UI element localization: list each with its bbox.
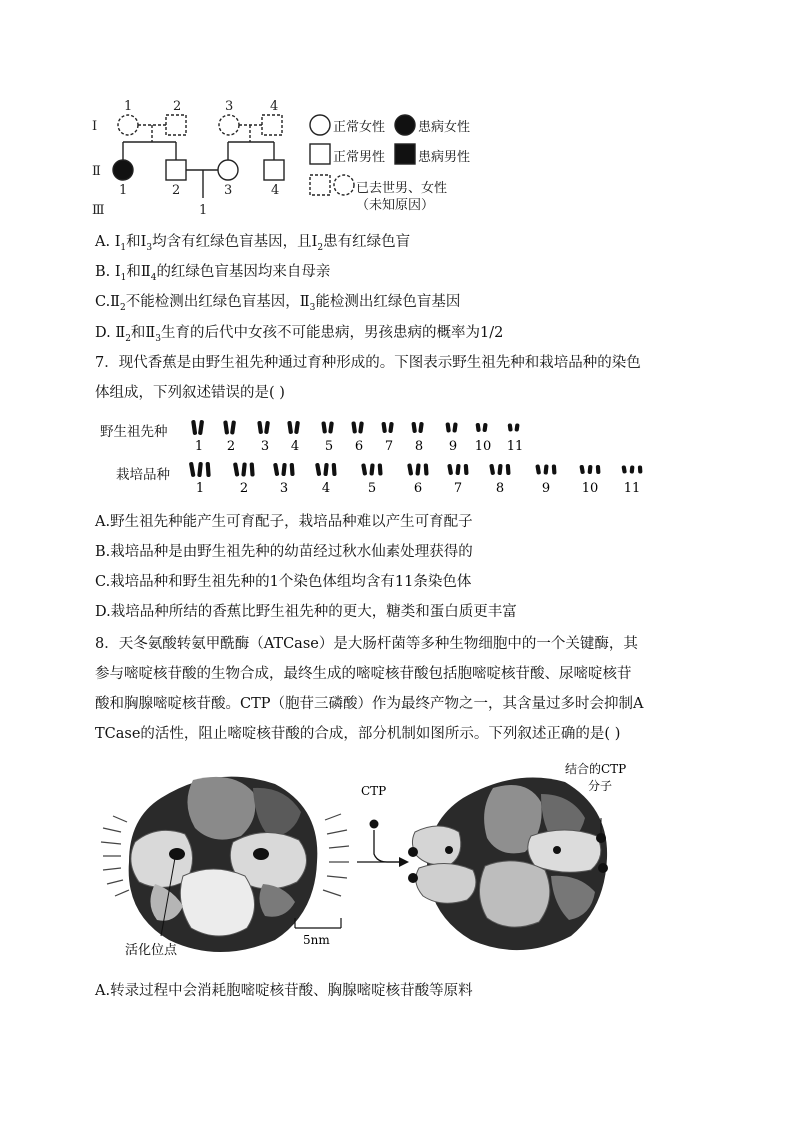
cult-chromosome-9c: [552, 464, 557, 474]
q7-option-b: B.栽培品种是由野生祖先种的幼苗经过秋水仙素处理获得的: [95, 544, 473, 560]
wild-chromosome-9a: [445, 422, 451, 432]
cult-chromosome-4b: [323, 463, 329, 476]
wild-chromosome-8a: [411, 422, 417, 433]
wild-chromosome-3b: [264, 421, 270, 434]
cult-chromosome-10b: [587, 465, 592, 474]
cult-number-8: 8: [495, 481, 505, 496]
cult-chromosome-5b: [369, 463, 374, 475]
cult-chromosome-9b: [543, 464, 548, 474]
legend-normal-male-icon: [310, 144, 330, 164]
bound-ctp-icon-5: [445, 846, 453, 854]
pedigree-I1-deceased-female: [118, 115, 138, 135]
karyotype-figure: [180, 414, 660, 498]
wild-chromosome-6a: [351, 421, 357, 433]
cult-number-4: 4: [321, 481, 331, 496]
wild-number-6: 6: [354, 439, 364, 454]
wild-number-2: 2: [226, 439, 236, 454]
atcase-active-form: [101, 777, 349, 952]
pedigree-I2-deceased-male: [166, 115, 186, 135]
cult-chromosome-7a: [447, 464, 453, 476]
legend-deceased-male-icon: [310, 175, 330, 195]
wild-number-8: 8: [414, 439, 424, 454]
cult-chromosome-10a: [579, 465, 585, 475]
pedigree-II4-normal-male: [264, 160, 284, 180]
legend-deceased-note: （未知原因）: [356, 198, 435, 213]
num-I1: 1: [124, 99, 133, 114]
pedigree-II1-affected-female: [113, 160, 133, 180]
cult-chromosome-2b: [241, 462, 247, 476]
legend-affected-male: 患病男性: [418, 150, 471, 165]
cult-chromosome-7b: [455, 464, 460, 475]
cult-chromosome-11a: [621, 465, 627, 474]
cult-chromosome-3c: [290, 463, 295, 476]
q6-option-d: D. $Ⅱ_2$和$Ⅱ_3$生育的后代中女孩不可能患病，男孩患病的概率为1/2: [95, 325, 504, 344]
legend-affected-female: 患病女性: [418, 120, 471, 135]
wild-number-9: 9: [448, 439, 458, 454]
wild-chromosome-8b: [418, 422, 424, 433]
wild-chromosome-10a: [475, 423, 480, 432]
cult-number-1: 1: [195, 481, 205, 496]
wild-chromosome-9b: [452, 422, 458, 432]
wild-number-1: 1: [194, 439, 204, 454]
num-I3: 3: [225, 99, 234, 114]
bound-ctp-icon-2: [408, 873, 418, 883]
bound-ctp-icon-4: [598, 863, 608, 873]
q7-option-a: A.野生祖先种能产生可育配子，栽培品种难以产生可育配子: [95, 514, 473, 530]
wild-chromosome-5b: [328, 421, 334, 433]
cult-number-10: 10: [581, 481, 599, 496]
cult-number-2: 2: [239, 481, 249, 496]
q8-stem-line2: 参与嘧啶核苷酸的生物合成，最终生成的嘧啶核苷酸包括胞嘧啶核苷酸、尿嘧啶核苷: [95, 666, 632, 682]
legend-normal-male: 正常男性: [333, 150, 386, 165]
wild-chromosome-6b: [358, 421, 364, 433]
wild-number-11: 11: [506, 439, 524, 454]
cult-chromosome-1b: [197, 462, 203, 477]
wild-chromosome-11a: [508, 423, 513, 432]
legend-deceased-female-icon: [334, 175, 354, 195]
wild-chromosome-4a: [287, 421, 293, 434]
wild-chromosome-7a: [381, 422, 387, 433]
legend-normal-female-icon: [310, 115, 330, 135]
pedigree-II2-normal-male: [166, 160, 186, 180]
pedigree-chart: [88, 94, 300, 220]
cult-chromosome-9a: [535, 464, 541, 475]
q7-option-d: D.栽培品种所结的香蕉比野生祖先种的更大，糖类和蛋白质更丰富: [95, 604, 517, 620]
atcase-figure: [95, 758, 695, 968]
q6-option-c: $C.Ⅱ_2$不能检测出红绿色盲基因，$Ⅱ_3$能检测出红绿色盲基因: [95, 294, 461, 313]
wild-number-10: 10: [474, 439, 492, 454]
cult-chromosome-2a: [233, 462, 240, 477]
pedigree-II3-normal-female: [218, 160, 238, 180]
active-site-left-icon: [169, 848, 185, 860]
wild-chromosome-1a: [191, 420, 197, 435]
cult-number-7: 7: [453, 481, 463, 496]
karyotype-cultivated-label: 栽培品种: [116, 467, 170, 483]
cult-chromosome-5a: [361, 463, 367, 476]
ctp-molecule-icon: [370, 820, 379, 829]
bound-ctp-label-1: 结合的CTP: [565, 762, 627, 776]
bound-ctp-label-2: 分子: [588, 779, 613, 793]
wild-chromosome-7b: [388, 422, 394, 433]
num-II4: 4: [271, 183, 280, 198]
cult-chromosome-8b: [497, 464, 502, 475]
q7-stem-line2: 体组成，下列叙述错误的是( ): [95, 385, 285, 401]
q6-option-b: B. $Ⅰ_1$和$Ⅱ_4$的红绿色盲基因均来自母亲: [95, 264, 331, 283]
scale-label: 5nm: [303, 933, 330, 947]
ctp-arrow-icon: [374, 830, 405, 862]
atcase-inhibited-form: [408, 778, 608, 951]
cult-chromosome-5c: [378, 463, 383, 475]
wild-number-7: 7: [384, 439, 394, 454]
cult-chromosome-3a: [273, 463, 279, 477]
wild-chromosome-4b: [294, 421, 300, 434]
karyotype-wild-label: 野生祖先种: [100, 424, 168, 440]
active-site-label: 活化位点: [125, 943, 178, 958]
num-II2: 2: [172, 183, 181, 198]
num-I4: 4: [270, 99, 279, 114]
wild-chromosome-2b: [230, 420, 236, 434]
wild-chromosome-11b: [514, 423, 519, 432]
cult-chromosome-1c: [206, 462, 211, 477]
pedigree-I4-deceased-male: [262, 115, 282, 135]
cult-chromosome-2c: [250, 462, 255, 476]
cult-chromosome-4a: [315, 463, 321, 477]
cult-chromosome-3b: [281, 463, 287, 476]
cult-chromosome-7c: [464, 464, 469, 475]
wild-chromosome-2a: [223, 420, 229, 434]
q7-option-c: C.栽培品种和野生祖先种的1个染色体组均含有11条染色体: [95, 574, 472, 590]
num-II3: 3: [224, 183, 233, 198]
num-I2: 2: [173, 99, 182, 114]
pedigree-I3-deceased-female: [219, 115, 239, 135]
q8-stem-line3: 酸和胸腺嘧啶核苷酸。CTP（胞苷三磷酸）作为最终产物之一，其含量过多时会抑制A: [95, 696, 644, 712]
cult-chromosome-1a: [189, 462, 196, 478]
bound-ctp-icon-1: [408, 847, 418, 857]
bound-ctp-icon-3: [596, 833, 606, 843]
cult-chromosome-10c: [596, 465, 601, 474]
num-III1: 1: [199, 203, 208, 218]
wild-chromosome-1b: [198, 420, 204, 435]
cult-chromosome-8c: [506, 464, 511, 475]
q8-stem-line4: TCase的活性，阻止嘧啶核苷酸的合成，部分机制如图所示。下列叙述正确的是( ): [95, 726, 621, 742]
cult-chromosome-11c: [638, 465, 643, 473]
q8-option-a: A.转录过程中会消耗胞嘧啶核苷酸、胸腺嘧啶核苷酸等原料: [95, 983, 473, 999]
cult-number-6: 6: [413, 481, 423, 496]
legend-deceased: 已去世男、女性: [356, 181, 448, 196]
q8-stem-line1: 8．天冬氨酸转氨甲酰酶（ATCase）是大肠杆菌等多种生物细胞中的一个关键酶，其: [95, 636, 638, 652]
wild-chromosome-3a: [257, 421, 263, 434]
cult-chromosome-6a: [407, 463, 413, 476]
num-II1: 1: [119, 183, 128, 198]
cult-chromosome-6c: [424, 463, 429, 475]
legend-affected-female-icon: [395, 115, 415, 135]
wild-number-4: 4: [290, 439, 300, 454]
cult-number-5: 5: [367, 481, 377, 496]
wild-number-5: 5: [324, 439, 334, 454]
cult-chromosome-8a: [489, 464, 495, 476]
gen-label-3: Ⅲ: [92, 203, 105, 218]
legend-normal-female: 正常女性: [333, 120, 386, 135]
wild-chromosome-5a: [321, 421, 327, 433]
active-site-right-icon: [253, 848, 269, 860]
scale-bar: [295, 918, 341, 928]
gen-label-1: Ⅰ: [92, 119, 98, 134]
bound-ctp-icon-6: [553, 846, 561, 854]
cult-chromosome-11b: [630, 465, 635, 473]
gen-label-2: Ⅱ: [92, 164, 101, 179]
q7-stem-line1: 7．现代香蕉是由野生祖先种通过育种形成的。下图表示野生祖先种和栽培品种的染色: [95, 355, 641, 371]
cult-number-11: 11: [623, 481, 641, 496]
cult-chromosome-6b: [415, 463, 420, 475]
ctp-label: CTP: [361, 784, 387, 798]
cult-number-3: 3: [279, 481, 289, 496]
cult-chromosome-4c: [332, 463, 337, 476]
cult-number-9: 9: [541, 481, 551, 496]
wild-chromosome-10b: [482, 423, 487, 432]
q6-option-a: A. $Ⅰ_1$和$Ⅰ_3$均含有红绿色盲基因，且$Ⅰ_2$患有红绿色盲: [95, 234, 411, 253]
legend-affected-male-icon: [395, 144, 415, 164]
wild-number-3: 3: [260, 439, 270, 454]
